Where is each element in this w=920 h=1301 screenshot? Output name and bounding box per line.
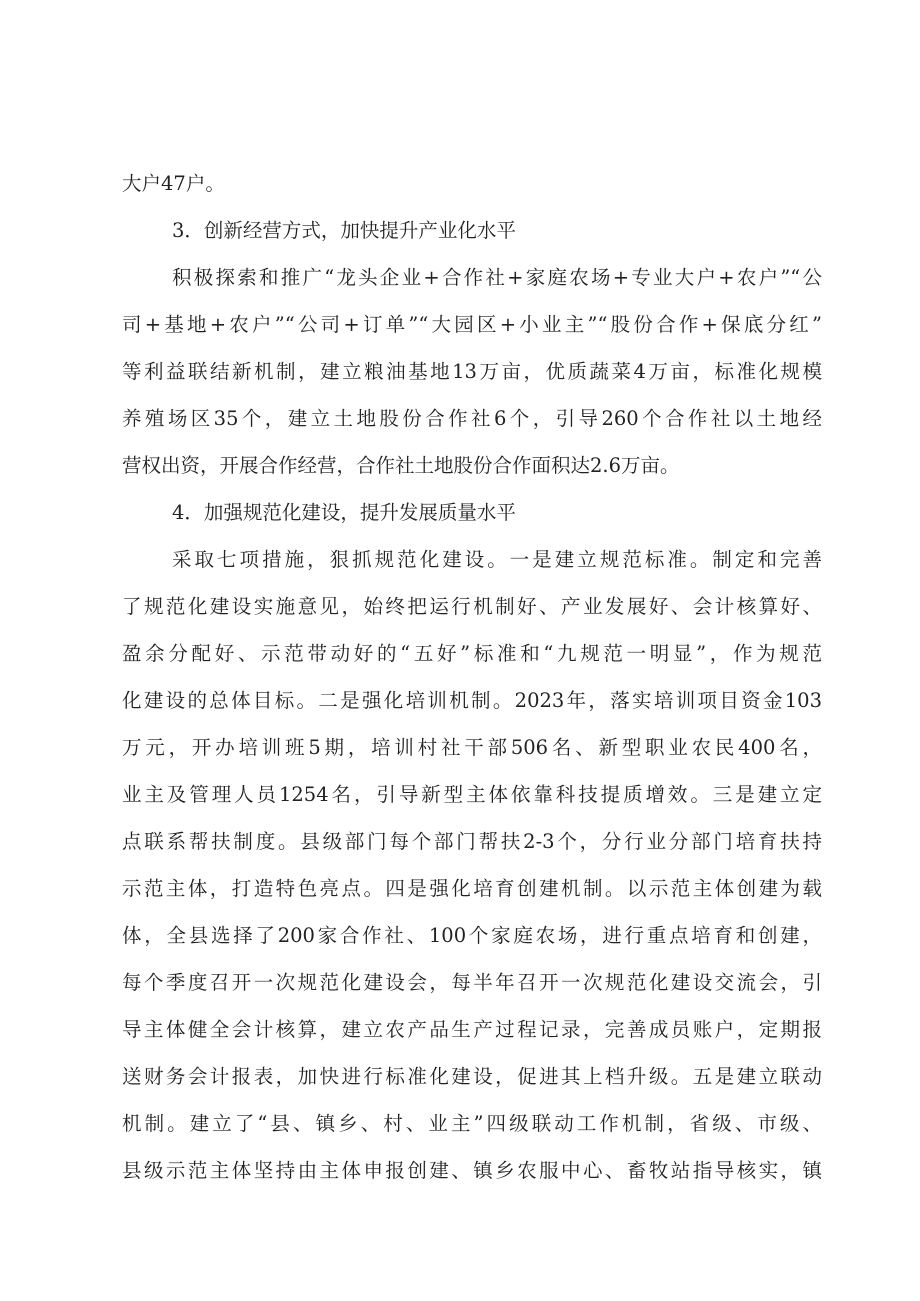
paragraph-line: 大户47户。 <box>122 172 225 195</box>
paragraph-line: 采取七项措施，狠抓规范化建设。一是建立规范标准。制定和完善 <box>172 548 822 571</box>
paragraph-line: 养殖场区35个，建立土地股份合作社6个，引导260个合作社以土地经 <box>122 407 822 430</box>
paragraph-line: 万元，开办培训班5期，培训村社干部506名、新型职业农民400名， <box>122 736 822 759</box>
paragraph-line: 机制。建立了“县、镇乡、村、业主”四级联动工作机制，省级、市级、 <box>122 1112 822 1135</box>
paragraph-line: 积极探索和推广“龙头企业+合作社+家庭农场+专业大户+农户”“公 <box>172 266 822 289</box>
paragraph-line: 盈余分配好、示范带动好的“五好”标准和“九规范一明显”，作为规范 <box>122 642 822 665</box>
paragraph-line: 每个季度召开一次规范化建设会，每半年召开一次规范化建设交流会，引 <box>122 971 822 994</box>
paragraph-line: 司+基地+农户”“公司+订单”“大园区+小业主”“股份合作+保底分红” <box>122 313 822 336</box>
paragraph-line: 送财务会计报表，加快进行标准化建设，促进其上档升级。五是建立联动 <box>122 1065 822 1088</box>
section-heading-3: 3．创新经营方式，加快提升产业化水平 <box>172 219 516 242</box>
paragraph-line: 点联系帮扶制度。县级部门每个部门帮扶2-3个，分行业分部门培育扶持 <box>122 830 822 853</box>
paragraph-line: 等利益联结新机制，建立粮油基地13万亩，优质蔬菜4万亩，标准化规模 <box>122 360 822 383</box>
paragraph-line: 营权出资，开展合作经营，合作社土地股份合作面积达2.6万亩。 <box>122 454 680 477</box>
paragraph-line: 示范主体，打造特色亮点。四是强化培育创建机制。以示范主体创建为载 <box>122 877 822 900</box>
paragraph-line: 县级示范主体坚持由主体申报创建、镇乡农服中心、畜牧站指导核实，镇 <box>122 1159 822 1182</box>
paragraph-line: 导主体健全会计核算，建立农产品生产过程记录，完善成员账户，定期报 <box>122 1018 822 1041</box>
paragraph-line: 体，全县选择了200家合作社、100个家庭农场，进行重点培育和创建， <box>122 924 822 947</box>
paragraph-line: 业主及管理人员1254名，引导新型主体依靠科技提质增效。三是建立定 <box>122 783 822 806</box>
paragraph-line: 化建设的总体目标。二是强化培训机制。2023年，落实培训项目资金103 <box>122 689 822 712</box>
paragraph-line: 了规范化建设实施意见，始终把运行机制好、产业发展好、会计核算好、 <box>122 595 822 618</box>
section-heading-4: 4．加强规范化建设，提升发展质量水平 <box>172 501 516 524</box>
